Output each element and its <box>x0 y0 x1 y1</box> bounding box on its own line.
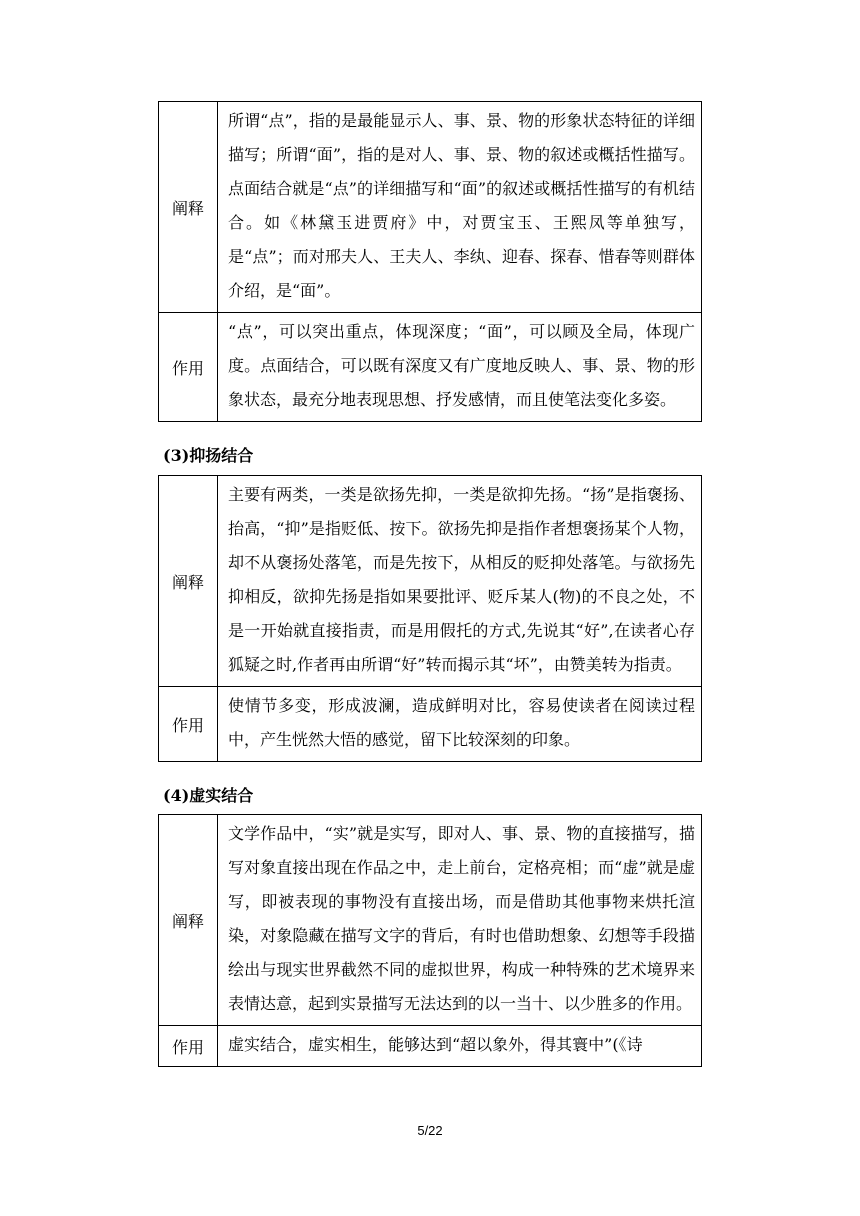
row-text-explanation: 文学作品中，“实”就是实写，即对人、事、景、物的直接描写，描写对象直接出现在作品之中，走上前台，定格亮相；而“虚”就是虚写，即被表现的事物没有直接出场，而是借助其他事物来烘托渲染，对象隐藏在描写文字的背后，有时也借助想象、幻想等手段描绘出与现实世界截然不同的虚拟世界，构成一种特殊的艺术境界来表情达意，起到实景描写无法达到的以一当十、以少胜多的作用。 <box>218 815 702 1026</box>
row-text-function: 虚实结合，虚实相生，能够达到“超以象外，得其寰中”(《诗 <box>218 1026 702 1067</box>
section-heading-yiyang: (3)抑扬结合 <box>163 446 254 465</box>
row-text-function: 使情节多变，形成波澜，造成鲜明对比，容易使读者在阅读过程中，产生恍然大悟的感觉，留下比较深刻的印象。 <box>218 687 702 762</box>
row-label-function: 作用 <box>159 313 218 422</box>
row-label-function: 作用 <box>159 1026 218 1067</box>
row-label-explanation: 阐释 <box>159 815 218 1026</box>
row-text-explanation: 所谓“点”，指的是最能显示人、事、景、物的形象状态特征的详细描写；所谓“面”，指的是对人、事、景、物的叙述或概括性描写。点面结合就是“点”的详细描写和“面”的叙述或概括性描写的有机结合。如《林黛玉进贾府》中，对贾宝玉、王熙凤等单独写，是“点”；而对邢夫人、王夫人、李纨、迎春、探春、惜春等则群体介绍，是“面”。 <box>218 102 702 313</box>
table-yiyang <box>158 475 702 762</box>
table-xushi <box>158 814 702 1067</box>
row-label-explanation: 阐释 <box>159 102 218 313</box>
table-row <box>159 313 702 422</box>
page-number: 5/22 <box>417 1123 443 1138</box>
table-row <box>159 102 702 313</box>
row-label-function: 作用 <box>159 687 218 762</box>
row-text-explanation: 主要有两类，一类是欲扬先抑，一类是欲抑先扬。“扬”是指褒扬、抬高，“抑”是指贬低、按下。欲扬先抑是指作者想褒扬某个人物，却不从褒扬处落笔，而是先按下，从相反的贬抑处落笔。与欲扬先抑相反，欲抑先扬是指如果要批评、贬斥某人(物)的不良之处，不是一开始就直接指责，而是用假托的方式,先说其“好”,在读者心存狐疑之时,作者再由所谓“好”转而揭示其“坏”，由赞美转为指责。 <box>218 476 702 687</box>
table-row <box>159 687 702 762</box>
table-row <box>159 1026 702 1067</box>
table-row <box>159 476 702 687</box>
row-label-explanation: 阐释 <box>159 476 218 687</box>
table-dianmian <box>158 101 702 422</box>
table-row <box>159 815 702 1026</box>
row-text-function: “点”，可以突出重点，体现深度；“面”，可以顾及全局，体现广度。点面结合，可以既有深度又有广度地反映人、事、景、物的形象状态，最充分地表现思想、抒发感情，而且使笔法变化多姿。 <box>218 313 702 422</box>
section-heading-xushi: (4)虚实结合 <box>163 786 254 805</box>
